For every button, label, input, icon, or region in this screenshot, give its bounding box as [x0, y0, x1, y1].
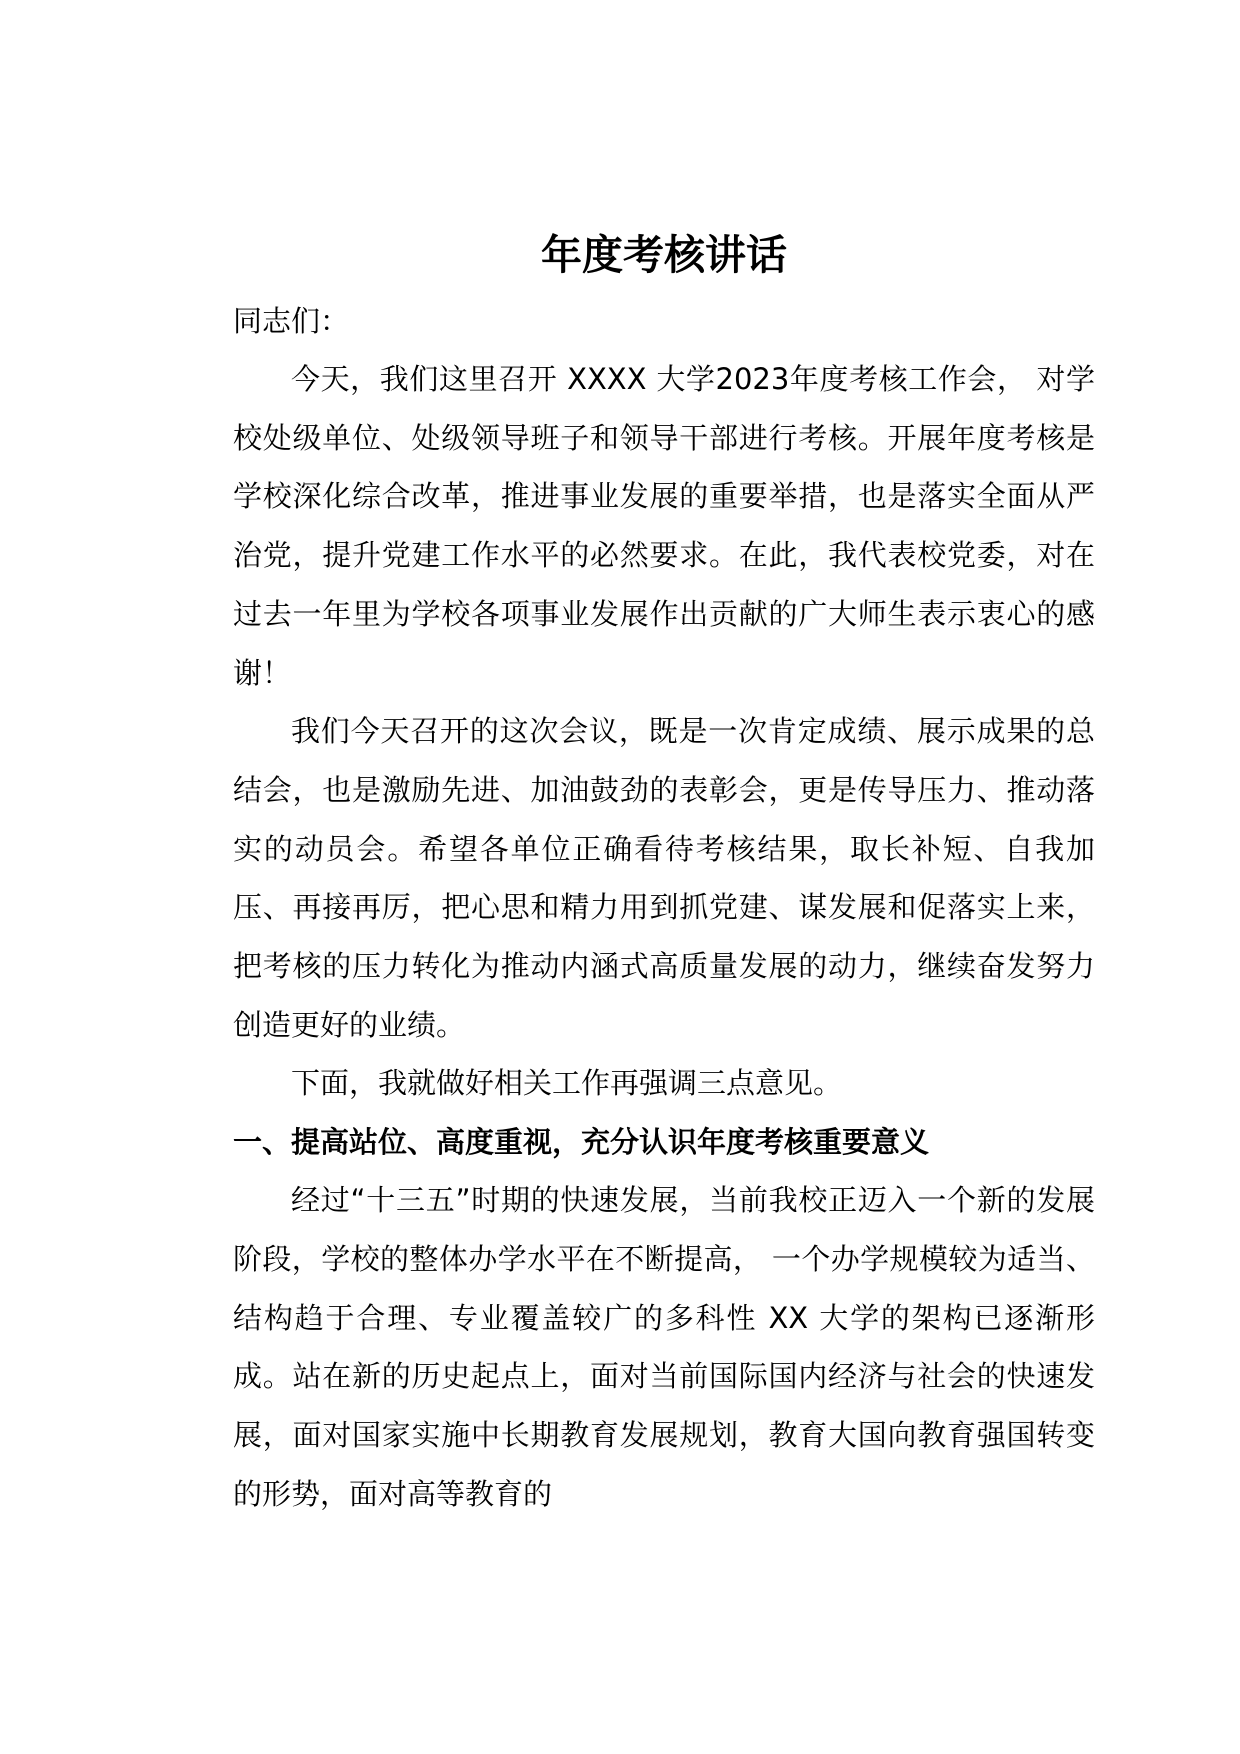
paragraph-section-1: 经过“十三五”时期的快速发展，当前我校正迈入一个新的发展阶段，学校的整体办学水平在不断提高， 一个办学规模较为适当、结构趋于合理、专业覆盖较广的多科性 XX 大学的架构已逐渐形成。站在新的历史起点上，面对当前国际国内经济与社会的快速发展，面对国家实施中长期教育发展规划，教育大国向教育强国转变的形势，面对高等教育的 — [233, 1183, 1095, 1511]
greeting: 同志们： — [233, 304, 350, 338]
paragraph-opening: 今天，我们这里召开 XXXX 大学2023年度考核工作会， 对学校处级单位、处级领导班子和领导干部进行考核。开展年度考核是学校深化综合改革，推进事业发展的重要举措，也是落实全面从严治党，提升党建工作水平的必然要求。在此，我代表校党委，对在过去一年里为学校各项事业发展作出贡献的广大师生表示衷心的感谢！ — [233, 362, 1095, 690]
document-body — [233, 224, 1095, 1523]
paragraph-meeting-purpose: 我们今天召开的这次会议，既是一次肯定成绩、展示成果的总结会，也是激励先进、加油鼓劲的表彰会，更是传导压力、推动落实的动员会。希望各单位正确看待考核结果，取长补短、自我加压、再接再厉，把心思和精力用到抓党建、谋发展和促落实上来，把考核的压力转化为推动内涵式高质量发展的动力，继续奋发努力创造更好的业绩。 — [233, 714, 1095, 1042]
section-heading-1: 一、提高站位、高度重视，充分认识年度考核重要意义 — [233, 1125, 930, 1160]
paragraph-transition: 下面，我就做好相关工作再强调三点意见。 — [291, 1066, 843, 1101]
document-title: 年度考核讲话 — [541, 231, 787, 279]
